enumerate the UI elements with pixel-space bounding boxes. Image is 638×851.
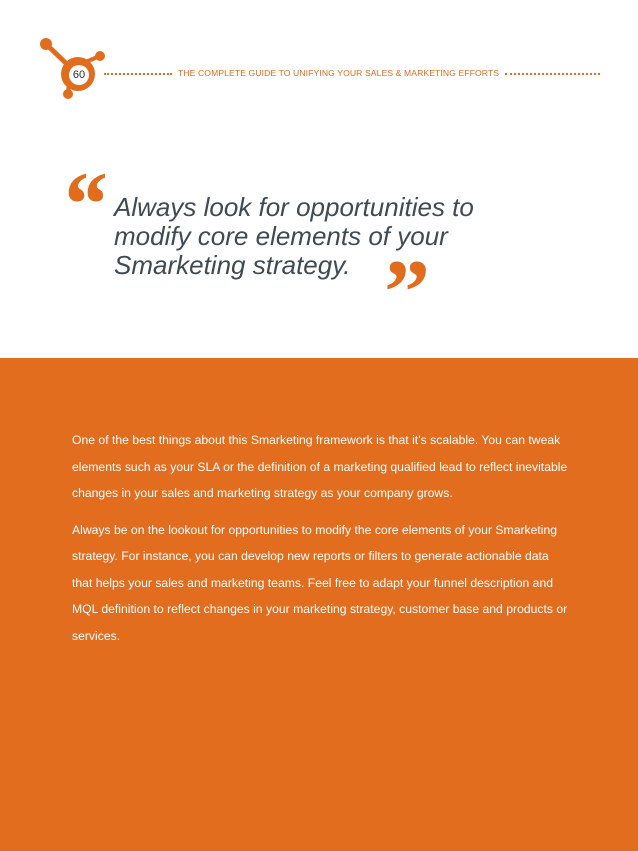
dotted-rule-left	[104, 73, 172, 75]
close-quote-mark: ”	[384, 241, 430, 343]
running-header	[104, 66, 600, 80]
body-paragraph-1: One of the best things about this Smarketing framework is that it’s scalable. You can tweak elements such as your SLA or the definition of a marketing qualified lead to reflect inevitable changes in your sales and marketing strategy as your company grows.	[72, 433, 568, 500]
open-quote-mark: “	[60, 153, 106, 255]
dotted-rule-right	[505, 73, 600, 75]
header-title: THE COMPLETE GUIDE TO UNIFYING YOUR SALES & MARKETING EFFORTS	[178, 68, 500, 78]
pull-quote: Always look for opportunities to modify core elements of your Smarketing strategy.	[114, 192, 474, 280]
body-paragraph-2: Always be on the lookout for opportunities to modify the core elements of your Smarketing strategy. For instance, you can develop new reports or filters to generate actionable data that helps your sales and marketing teams. Feel free to adapt your funnel description and MQL definition to reflect changes in your marketing strategy, customer base and products or services.	[72, 522, 568, 643]
body-text	[72, 427, 568, 659]
page-number: 60	[72, 69, 86, 81]
